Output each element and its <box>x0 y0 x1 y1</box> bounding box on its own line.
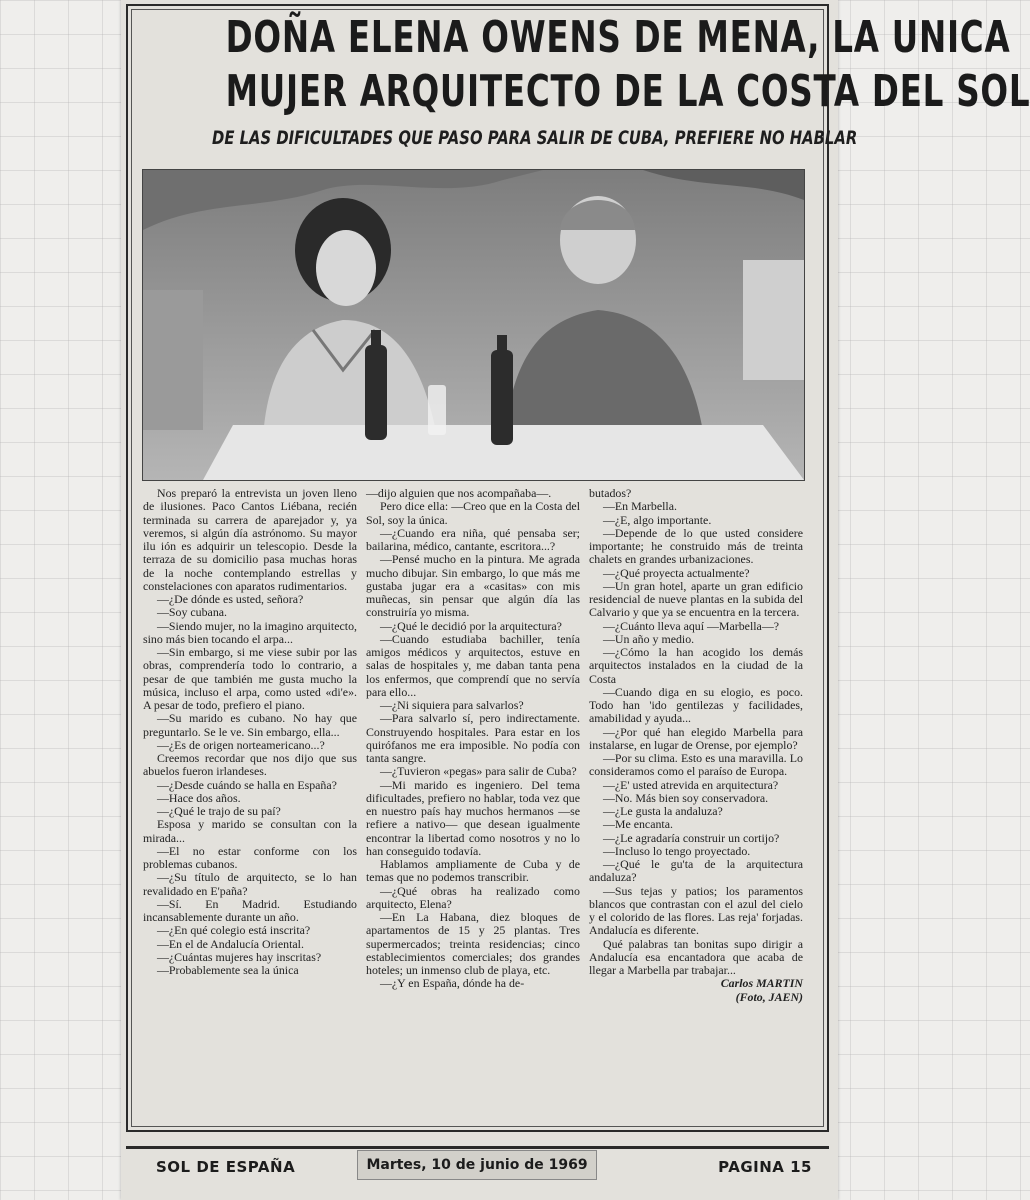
paragraph: —En La Habana, diez bloques de apartamentos de 15 y 25 plantas. Tres supermercados; treinta residencias; cinco establecimientos comerciales; dos grandes hoteles; un inmenso club de playa, etc. <box>366 910 580 977</box>
paragraph: —Hace dos años. <box>157 790 241 805</box>
newspaper-name: SOL DE ESPAÑA <box>156 1158 296 1176</box>
paragraph: —¿Qué proyecta actualmente? <box>603 565 750 580</box>
paragraph: —Su marido es cubano. No hay que preguntarlo. Se le ve. Sin embargo, ella... <box>143 711 357 739</box>
article-column-2 <box>366 487 580 1105</box>
paragraph: —¿Por qué han elegido Marbella para instalarse, en lugar de Orense, por ejemplo? <box>589 724 803 752</box>
paragraph: —¿Qué le trajo de su paí? <box>157 804 281 818</box>
paragraph: Esposa y marido se consultan con la mirada... <box>143 817 357 845</box>
footer-divider <box>126 1146 829 1149</box>
photo-woman-man-table <box>142 169 805 481</box>
paragraph: Nos preparó la entrevista un joven lleno de ilusiones. Paco Cantos Liébana, recién terminada su carrera de aparejador y, ya veremos, si algún día astrónomo. Su mayor ilu ión es adquirir un telescopio. Desde la terraza de su domicilio pasa muchas horas de la noche contemplando estrellas y constelaciones con aparatos rudimentarios. <box>143 486 357 593</box>
paragraph: —El no estar conforme con los problemas cubanos. <box>143 843 357 871</box>
paragraph: —Pensé mucho en la pintura. Me agrada mucho dibujar. Sin embargo, lo que más me gustaba jugar era a «casitas» con mis muñecas, sin pensar que algún día las construiría yo misma. <box>366 552 580 620</box>
article-column-1 <box>143 487 357 1105</box>
paragraph: —¿Es de origen norteamericano...? <box>157 737 325 752</box>
paragraph: —¿Cuando era niña, qué pensaba ser; bailarina, médico, cantante, escritora...? <box>366 525 580 553</box>
paragraph: Pero dice ella: —Creo que en la Costa del Sol, soy la única. <box>366 499 580 527</box>
paragraph: —¿Tuvieron «pegas» para salir de Cuba? <box>380 764 577 779</box>
paragraph: —¿Qué le gu'ta de la arquitectura andaluza? <box>589 857 803 885</box>
paragraph: —No. Más bien soy conservadora. <box>603 790 769 805</box>
paragraph: —¿Le gusta la andaluza? <box>603 804 723 818</box>
paragraph: —Por su clima. Esto es una maravilla. Lo consideramos como el paraíso de Europa. <box>589 751 803 779</box>
paragraph: —Siendo mujer, no la imagino arquitecto, sino más bien tocando el arpa... <box>143 618 357 646</box>
paragraph: Qué palabras tan bonitas supo dirigir a Andalucía esa encantadora que acaba de llegar a Marbella par trabajar... <box>589 936 803 977</box>
paragraph: —¿Le agradaría construir un cortijo? <box>603 830 780 845</box>
paragraph: —Un año y medio. <box>603 631 695 646</box>
paragraph: —Depende de lo que usted considere importante; he construido más de treinta chalets en grandes urbanizaciones. <box>589 525 803 567</box>
subheadline: DE LAS DIFICULTADES QUE PASO PARA SALIR DE CUBA, PREFIERE NO HABLAR <box>212 127 858 149</box>
paragraph: —¿Qué le decidió por la arquitectura? <box>380 618 562 633</box>
paragraph: —¿E' usted atrevida en arquitectura? <box>603 777 779 792</box>
paragraph: —¿Desde cuándo se halla en España? <box>157 777 337 792</box>
article-column-3 <box>589 487 803 1105</box>
paragraph: —Cuando estudiaba bachiller, tenía amigos médicos y arquitectos, estuve en salas de hospitales y, me daban tanta pena los enfermos, que comprendí que no servía para ello... <box>366 631 580 699</box>
paragraph: —dijo alguien que nos acompañaba—. <box>366 486 552 500</box>
author-signature: Carlos MARTIN <box>720 976 803 991</box>
page-number: PAGINA 15 <box>718 1158 812 1176</box>
paragraph: —¿Cuántas mujeres hay inscritas? <box>157 949 322 964</box>
paragraph: —Me encanta. <box>603 817 673 832</box>
paragraph: —En el de Andalucía Oriental. <box>157 936 304 951</box>
paragraph: —¿Cómo la han acogido los demás arquitectos instalados en la ciudad de la Costa <box>589 645 803 686</box>
newspaper-clipping <box>121 0 1030 1200</box>
issue-date: Martes, 10 de junio de 1969 <box>357 1150 597 1180</box>
paragraph: —¿Su título de arquitecto, se lo han revalidado en E'paña? <box>143 870 357 898</box>
paragraph: —Sus tejas y patios; los paramentos blancos que contrastan con el azul del cielo y el colorido de las flores. Las reja' forjadas. Andalucía es diferente. <box>589 883 803 938</box>
paragraph: —¿En qué colegio está inscrita? <box>157 923 311 938</box>
paragraph: —Probablemente sea la única <box>157 963 299 977</box>
headline-line-1: DOÑA ELENA OWENS DE MENA, LA UNICA <box>225 12 1011 63</box>
paragraph: —Sin embargo, si me viese subir por las obras, comprendería todo lo contrario, a pesar de que también me gusta mucho la música, incluso el arpa, como usted «di'e». A pesar de todo, prefiero el piano. <box>143 645 357 712</box>
paragraph: —¿Y en España, dónde ha de- <box>380 976 525 991</box>
paragraph: —Mi marido es ingeniero. Del tema dificultades, prefiero no hablar, toda vez que en nuestro país hay muchos hermanos —se refiere a nativo— que desean igualmente encontrar la libertad como nosotros y no lo han conseguido todavía. <box>366 777 580 858</box>
paragraph: butados? <box>589 486 632 500</box>
paragraph: —En Marbella. <box>603 499 677 514</box>
paragraph: Hablamos ampliamente de Cuba y de temas que no podemos transcribir. <box>366 857 580 885</box>
paragraph: —Un gran hotel, aparte un gran edificio residencial de nueve plantas en la subida del Calvario y que ya se encuentra en la tercera. <box>589 578 803 620</box>
headline-line-2: MUJER ARQUITECTO DE LA COSTA DEL SOL <box>225 66 1030 117</box>
photo-image-icon <box>143 170 804 480</box>
paragraph: —Cuando diga en su elogio, es poco. Todo han 'ido gentilezas y facilidades, amabilidad y ayuda... <box>589 684 803 726</box>
paragraph: —Sí. En Madrid. Estudiando incansablemente durante un año. <box>143 896 357 924</box>
paragraph: —Para salvarlo sí, pero indirectamente. Construyendo hospitales. Para estar en los quirófanos me era imposible. No podía con tanta sangre. <box>366 711 580 765</box>
paragraph: —Incluso lo tengo proyectado. <box>603 843 751 858</box>
paragraph: —¿Ni siquiera para salvarlos? <box>380 698 524 712</box>
paragraph: Creemos recordar que nos dijo que sus abuelos fueron irlandeses. <box>143 751 357 779</box>
paragraph: —¿E, algo importante. <box>603 512 712 527</box>
paragraph: —¿Qué obras ha realizado como arquitecto, Elena? <box>366 883 580 911</box>
paragraph: —¿Cuánto lleva aquí —Marbella—? <box>603 618 779 633</box>
article-body <box>143 487 803 1105</box>
photo-credit: (Foto, JAEN) <box>735 989 803 1004</box>
paragraph: —¿De dónde es usted, señora? <box>157 592 304 606</box>
paragraph: —Soy cubana. <box>157 605 228 620</box>
